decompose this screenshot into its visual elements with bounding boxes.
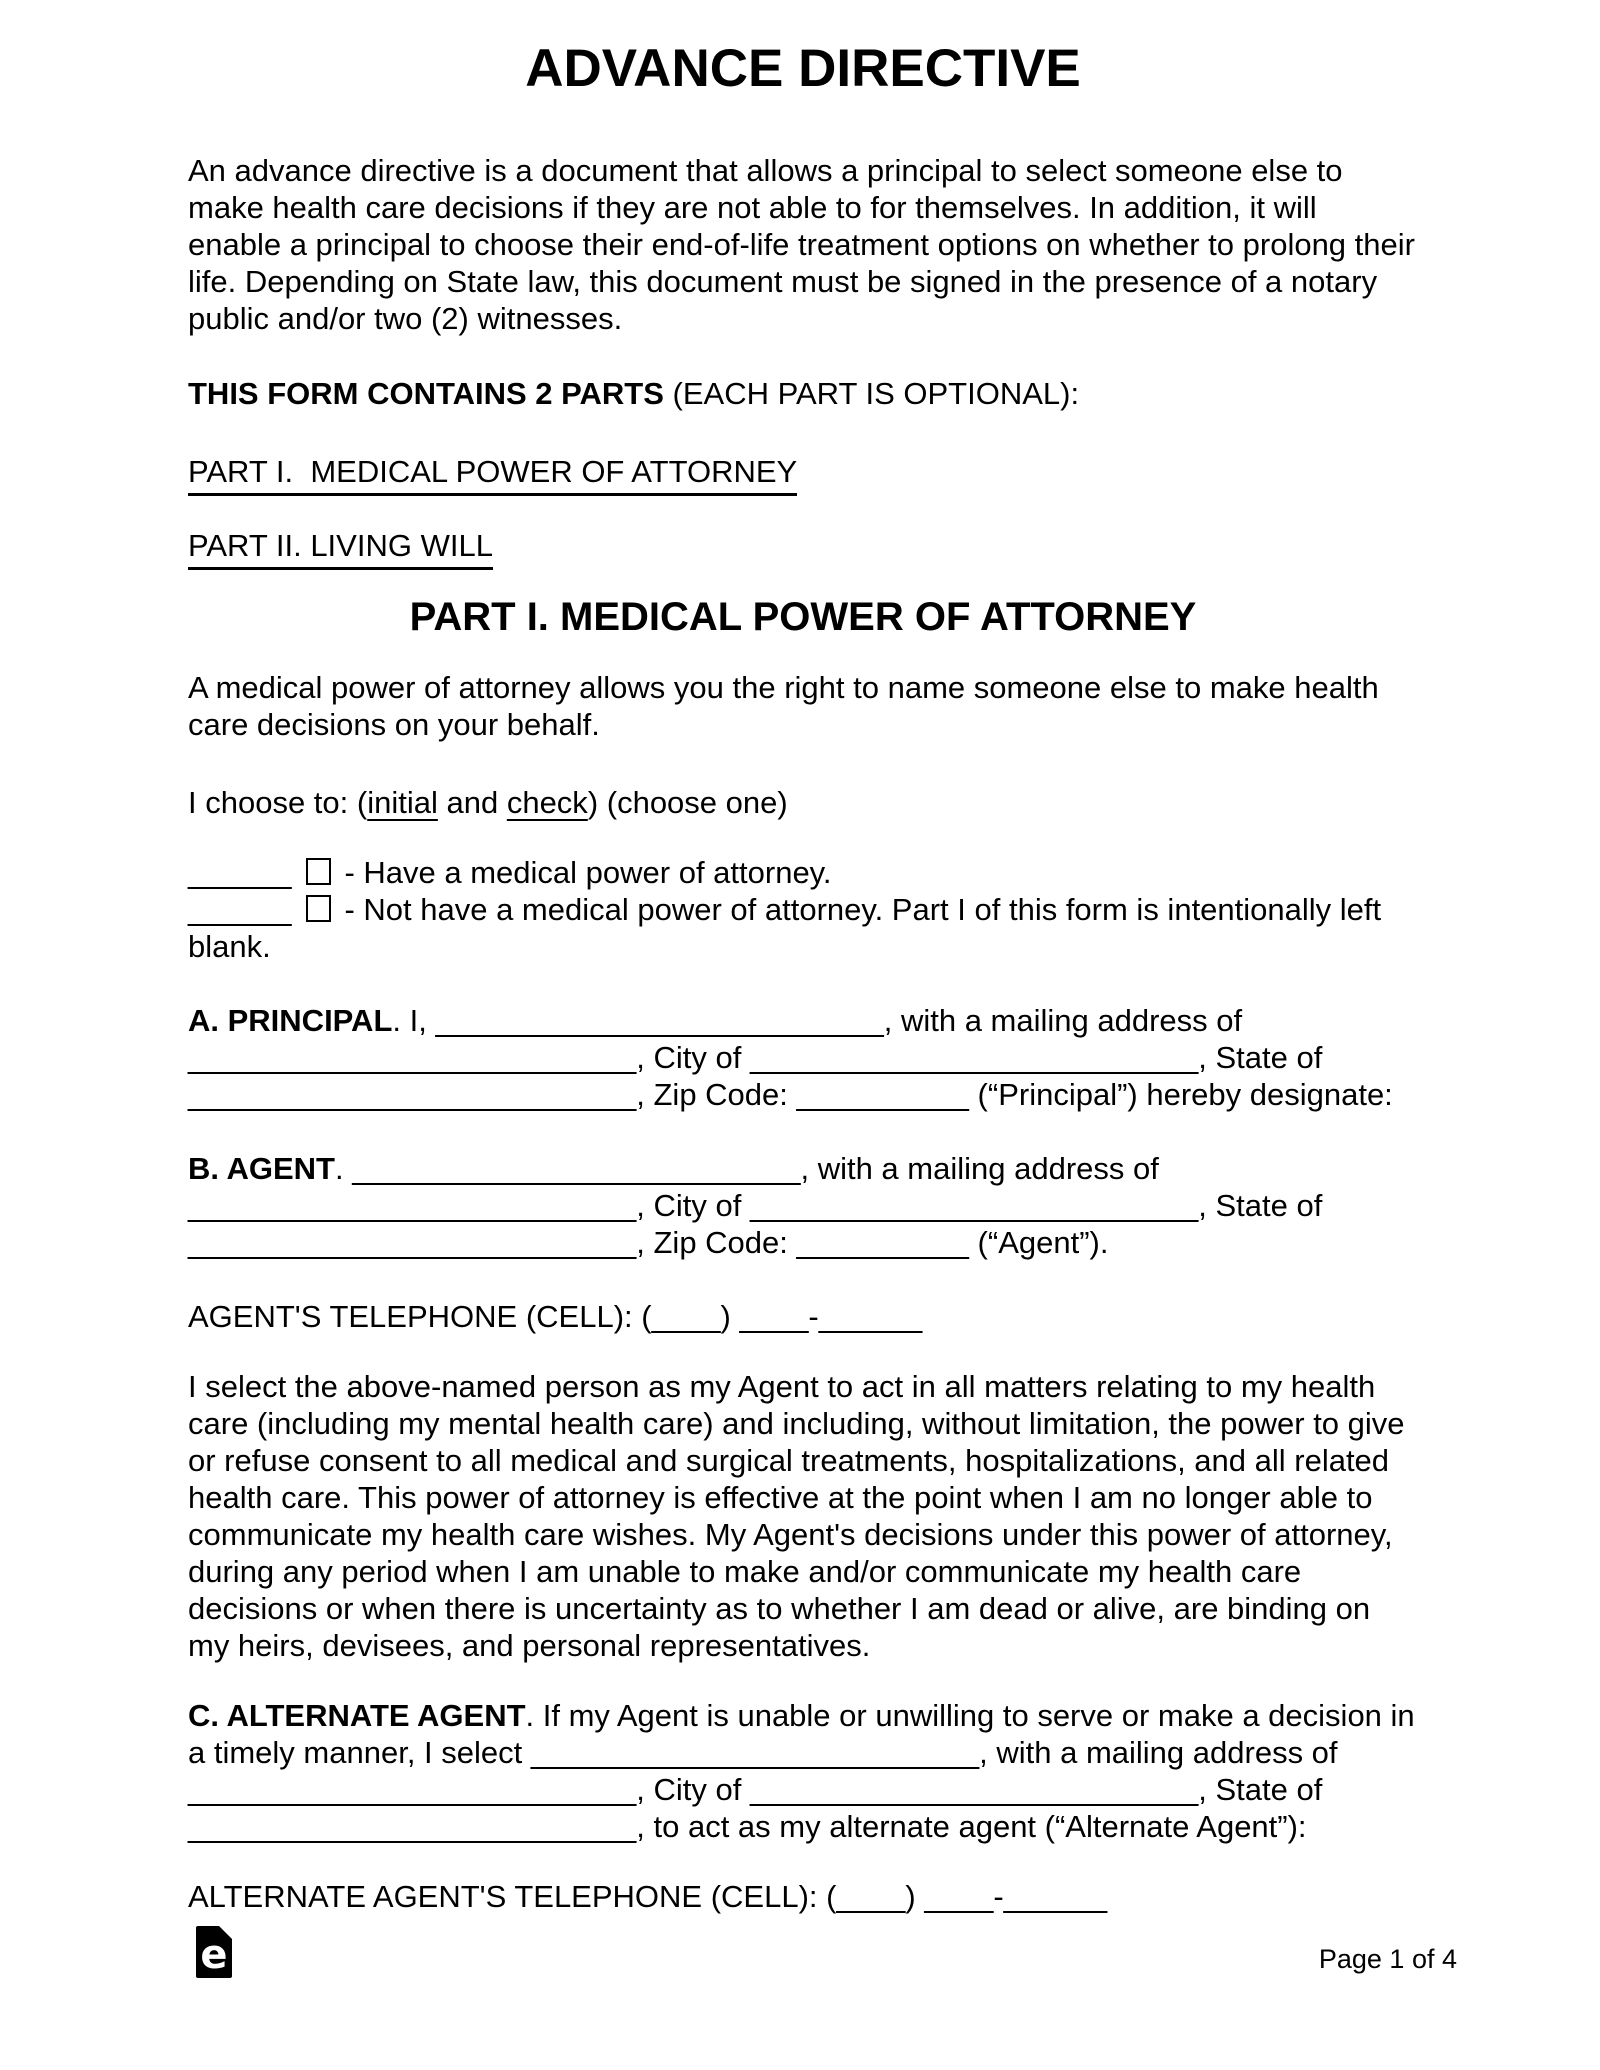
agent-seg2: , City of [636, 1188, 750, 1223]
principal-state-blank[interactable]: __________________________ [188, 1077, 637, 1112]
agent-address-blank[interactable]: __________________________ [188, 1188, 637, 1223]
principal-city-blank[interactable]: __________________________ [749, 1040, 1199, 1075]
part1-heading: PART I. MEDICAL POWER OF ATTORNEY [409, 595, 1197, 639]
alternate-lead: . If my Agent is unable or unwilling to serve or make a decision in a timely manner, I select [188, 1698, 1415, 1770]
option-have-poa [188, 854, 1418, 891]
toc-part1 [188, 453, 1418, 496]
option-not-have-poa [188, 891, 1418, 965]
option-not-have-checkbox[interactable] [306, 895, 331, 922]
option-not-have-initials-blank[interactable]: ______ [188, 892, 292, 927]
choice-options [188, 854, 1418, 965]
alternate-seg1: , with a mailing address of [979, 1735, 1338, 1770]
alternate-phone-blank[interactable]: (____) ____-______ [826, 1879, 1108, 1914]
agent-seg3: , State of [1198, 1188, 1323, 1223]
principal-seg1: , with a mailing address of [883, 1003, 1243, 1038]
agent-section [188, 1150, 1418, 1261]
eforms-logo [196, 1926, 232, 1978]
principal-address-blank[interactable]: __________________________ [188, 1040, 637, 1075]
option-have-checkbox[interactable] [306, 858, 331, 885]
alternate-phone-label: ALTERNATE AGENT'S TELEPHONE (CELL): [188, 1879, 827, 1914]
principal-name-blank[interactable]: __________________________ [435, 1003, 884, 1038]
principal-seg2: , City of [636, 1040, 750, 1075]
option-have-initials-blank[interactable]: ______ [188, 855, 292, 890]
form-notice-rest: (EACH PART IS OPTIONAL): [663, 376, 1080, 411]
option-not-have-label: - Not have a medical power of attorney. Part I of this form is intentionally left blank. [188, 892, 1382, 964]
alternate-seg4: , to act as my alternate agent (“Alternate Agent”): [636, 1809, 1307, 1844]
principal-seg5: (“Principal”) hereby designate: [968, 1077, 1393, 1112]
toc-part1-label: PART I. MEDICAL POWER OF ATTORNEY [188, 453, 797, 496]
agent-phone-blank[interactable]: (____) ____-______ [641, 1299, 923, 1334]
principal-zip-blank[interactable]: __________ [796, 1077, 969, 1112]
intro-paragraph: An advance directive is a document that allows a principal to select someone else to make health care decisions if they are not able to for themselves. In addition, it will enable a principal to choose their end-of-life treatment options on whether to prolong their life. Depending on State law, this document must be signed in the presence of a notary public and/or two (2) witnesses. [188, 153, 1415, 336]
toc-part2-label: PART II. LIVING WILL [188, 527, 493, 570]
principal-section [188, 1002, 1418, 1113]
alternate-state-blank[interactable]: __________________________ [188, 1809, 637, 1844]
choose-lead: I choose to: ( [188, 785, 368, 820]
consent-paragraph: I select the above-named person as my Agent to act in all matters relating to my health care (including my mental health care) and including, without limitation, the power to give or refuse consent to all medical and surgical treatments, hospitalizations, and all related health care. This power of attorney is effective at the point when I am no longer able to communicate my health care wishes. My Agent's decisions under this power of attorney, during any period when I am unable to make and/or communicate my health care decisions or when there is uncertainty as to whether I am dead or alive, are binding on my heirs, devisees, and personal representatives. [188, 1369, 1405, 1663]
agent-seg5: (“Agent”). [968, 1225, 1109, 1260]
toc-part2 [188, 527, 1418, 570]
choose-initial-word: initial [367, 785, 438, 820]
alternate-seg3: , State of [1198, 1772, 1323, 1807]
part1-description: A medical power of attorney allows you the right to name someone else to make health care decisions on your behalf. [188, 670, 1379, 742]
choose-check-word: check [506, 785, 588, 820]
alternate-city-blank[interactable]: __________________________ [749, 1772, 1199, 1807]
document-content [188, 0, 1418, 1915]
agent-city-blank[interactable]: __________________________ [749, 1188, 1199, 1223]
agent-seg4: , Zip Code: [636, 1225, 797, 1260]
option-have-label: - Have a medical power of attorney. [344, 855, 832, 890]
alternate-agent-section [188, 1697, 1418, 1845]
alternate-name-blank[interactable]: __________________________ [530, 1735, 980, 1770]
agent-label: B. AGENT [188, 1151, 335, 1186]
agent-seg1: , with a mailing address of [800, 1151, 1159, 1186]
choose-tail: ) (choose one) [587, 785, 788, 820]
agent-lead: . [334, 1151, 353, 1186]
agent-phone-line [188, 1298, 1418, 1335]
agent-zip-blank[interactable]: __________ [796, 1225, 969, 1260]
choose-line [188, 784, 1418, 821]
agent-name-blank[interactable]: __________________________ [352, 1151, 801, 1186]
document-title: ADVANCE DIRECTIVE [525, 39, 1081, 98]
principal-lead: . I, [392, 1003, 436, 1038]
principal-label: A. PRINCIPAL [188, 1003, 393, 1038]
page-number: Page 1 of 4 [1318, 1944, 1457, 1974]
form-notice [188, 375, 1418, 412]
principal-seg3: , State of [1198, 1040, 1323, 1075]
agent-phone-label: AGENT'S TELEPHONE (CELL): [188, 1299, 642, 1334]
choose-mid: and [437, 785, 507, 820]
alternate-agent-label: C. ALTERNATE AGENT [188, 1698, 526, 1733]
agent-state-blank[interactable]: __________________________ [188, 1225, 637, 1260]
alternate-seg2: , City of [636, 1772, 750, 1807]
alternate-phone-line [188, 1878, 1418, 1915]
alternate-address-blank[interactable]: __________________________ [188, 1772, 637, 1807]
eforms-logo-letter: e [200, 1932, 228, 1978]
form-notice-bold: THIS FORM CONTAINS 2 PARTS [188, 376, 664, 411]
principal-seg4: , Zip Code: [636, 1077, 797, 1112]
